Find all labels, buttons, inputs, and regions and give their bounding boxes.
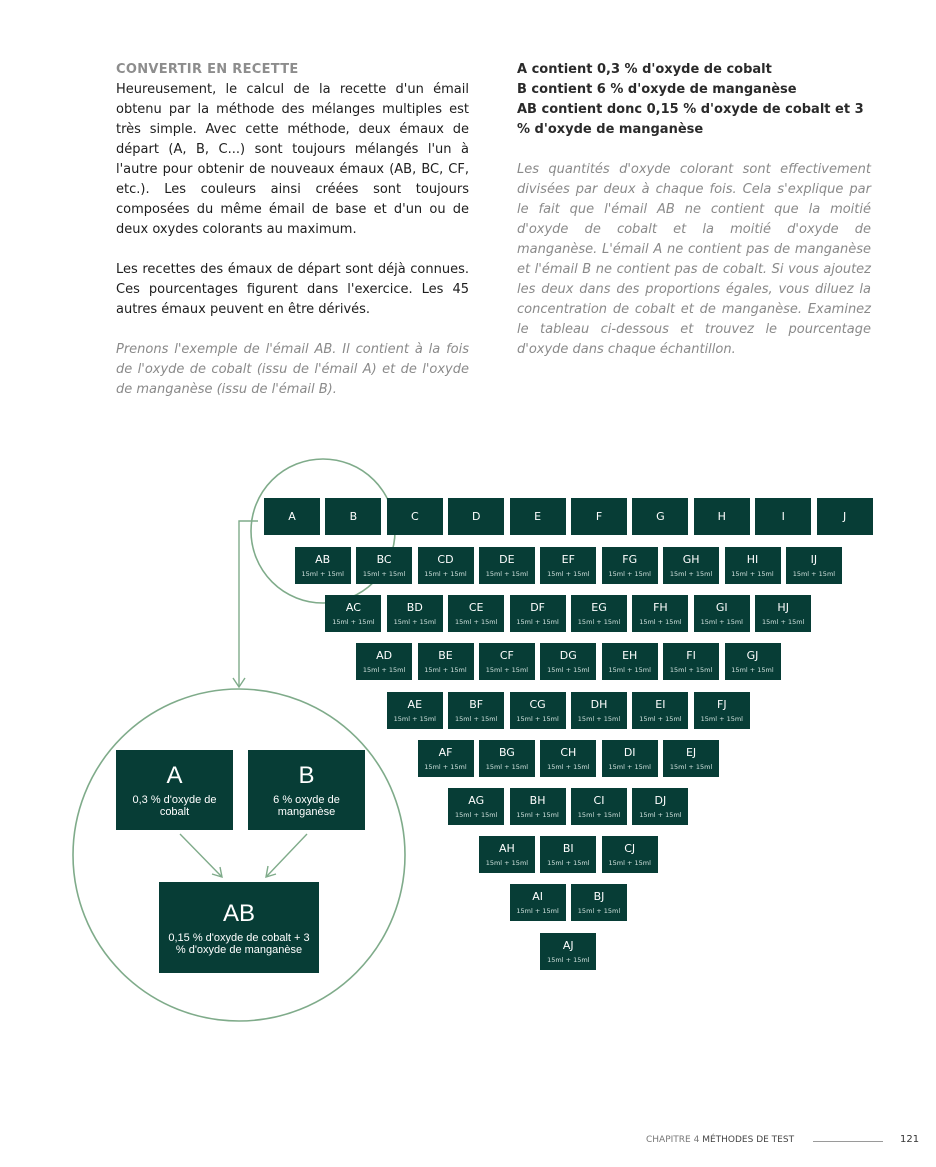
glaze-code: DJ xyxy=(654,794,667,807)
glaze-tile-bg xyxy=(479,740,535,777)
glaze-tile-b xyxy=(325,498,381,535)
glaze-tile-f xyxy=(571,498,627,535)
glaze-a-description: 0,3 % d'oxyde de cobalt xyxy=(132,794,217,818)
glaze-ab-description: 0,15 % d'oxyde de cobalt + 3 % d'oxyde de manganèse xyxy=(168,931,310,956)
mix-volume: 15ml + 15ml xyxy=(639,618,682,627)
glaze-ab-box xyxy=(159,882,319,973)
glaze-tile-cd xyxy=(418,547,474,584)
mix-volume: 15ml + 15ml xyxy=(669,570,713,578)
glaze-code: F xyxy=(595,510,603,523)
mix-volume: 15ml + 15ml xyxy=(485,762,529,771)
mix-volume: 15ml + 15ml xyxy=(761,618,805,627)
glaze-tile-fg xyxy=(602,547,658,584)
glaze-tile-eg xyxy=(571,595,627,632)
glaze-ab-letter: AB xyxy=(222,899,255,927)
glaze-code: EI xyxy=(655,697,666,711)
glaze-code: FI xyxy=(686,649,696,663)
mix-volume: 15ml + 15ml xyxy=(485,859,529,868)
mix-volume: 15ml + 15ml xyxy=(516,907,559,916)
mix-volume: 15ml + 15ml xyxy=(454,714,498,723)
glaze-tile-i xyxy=(755,498,811,535)
glaze-tile-cj xyxy=(602,836,658,873)
glaze-tile-ai xyxy=(510,884,566,921)
glaze-code: D xyxy=(471,510,481,523)
mix-volume: 15ml + 15ml xyxy=(332,618,375,627)
glaze-tile-cg xyxy=(510,692,566,729)
glaze-tile-e xyxy=(510,498,566,535)
mix-volume: 15ml + 15ml xyxy=(547,762,590,771)
glaze-code: DI xyxy=(623,745,636,759)
footer-chapter xyxy=(646,1135,794,1145)
glaze-tile-gi xyxy=(694,595,750,632)
intro-paragraph: Heureusement, le calcul de la recette d'un émail obtenu par la méthode des mélanges multiples est très simple. Avec cette méthode, deux émaux de départ (A, B, C...) sont toujours mélangés l'un à l'autre pour obtenir de nouveaux émaux (AB, BC, CF, etc.). Les couleurs ainsi créées sont toujours composées du même émail de base et d'un ou de deux oxydes colorants au maximum. xyxy=(116,82,469,237)
glaze-tile-ef xyxy=(540,547,596,584)
glaze-tile-a xyxy=(264,498,320,535)
mix-volume: 15ml + 15ml xyxy=(669,762,713,771)
mix-volume: 15ml + 15ml xyxy=(608,859,651,868)
glaze-code: EH xyxy=(622,649,638,663)
mix-volume: 15ml + 15ml xyxy=(516,714,559,723)
glaze-tile-ab xyxy=(295,547,351,584)
glaze-tile-fj xyxy=(694,692,750,729)
glaze-tile-cf xyxy=(479,643,535,680)
glaze-tile-c xyxy=(387,498,443,535)
glaze-code: EJ xyxy=(685,745,697,759)
glaze-code: AI xyxy=(532,890,543,904)
mix-volume: 15ml + 15ml xyxy=(639,811,682,819)
glaze-tile-af xyxy=(418,740,474,777)
glaze-tile-ah xyxy=(479,836,535,873)
glaze-code: CG xyxy=(529,697,546,711)
glaze-code: G xyxy=(656,510,665,523)
glaze-code: CE xyxy=(468,601,484,615)
glaze-tile-j xyxy=(817,498,873,535)
glaze-code: BF xyxy=(469,697,484,711)
mix-volume: 15ml + 15ml xyxy=(485,666,529,675)
glaze-tile-bd xyxy=(387,595,443,632)
mix-volume: 15ml + 15ml xyxy=(516,811,559,819)
glaze-code: AJ xyxy=(562,938,574,952)
mix-volume: 15ml + 15ml xyxy=(547,859,590,868)
mix-volume: 15ml + 15ml xyxy=(731,666,774,675)
glaze-code: DE xyxy=(499,553,515,566)
glaze-tile-fh xyxy=(632,595,688,632)
mix-volume: 15ml + 15ml xyxy=(547,666,590,675)
glaze-code: FJ xyxy=(717,697,727,711)
glaze-code: BC xyxy=(376,553,392,566)
arrow-b-to-ab xyxy=(267,834,307,876)
glaze-code: AD xyxy=(376,649,393,663)
glaze-tile-ej xyxy=(663,740,719,777)
glaze-code: EF xyxy=(561,553,575,566)
glaze-code: FG xyxy=(622,553,638,566)
example-paragraph: Prenons l'exemple de l'émail AB. Il contient à la fois de l'oxyde de cobalt (issu de l'émail A) et de l'oxyde de manganèse (issu de l'émail B). xyxy=(116,342,469,397)
chapter-title: MÉTHODES DE TEST xyxy=(702,1135,795,1145)
mix-volume: 15ml + 15ml xyxy=(485,570,529,578)
glaze-code: DH xyxy=(590,697,608,711)
glaze-code: HI xyxy=(746,553,759,566)
footer-rule xyxy=(813,1141,883,1142)
glaze-tile-dh xyxy=(571,692,627,729)
glaze-code: DG xyxy=(559,649,577,663)
glaze-tile-be xyxy=(418,643,474,680)
glaze-code: BH xyxy=(529,794,546,807)
glaze-code: B xyxy=(349,510,358,523)
glaze-code: C xyxy=(410,510,419,523)
glaze-code: CJ xyxy=(624,842,636,856)
explanation-paragraph: Les quantités d'oxyde colorant sont effectivement divisées par deux à chaque fois. Cela s'explique par le fait que l'émail AB ne contient que la moitié d'oxyde de cobalt et la moitié d'oxyde de manganèse. L'émail A ne contient pas de manganèse et l'émail B ne contient pas de cobalt. Si vous ajoutez les deux dans des proportions égales, vous diluez la concentration de cobalt et de manganèse. Examinez le tableau ci-dessous et trouvez le pourcentage d'oxyde dans chaque échantillon. xyxy=(517,162,871,357)
mix-volume: 15ml + 15ml xyxy=(547,955,590,964)
glaze-tile-di xyxy=(602,740,658,777)
glaze-code: AG xyxy=(468,794,485,807)
glaze-tile-bh xyxy=(510,788,566,825)
chapter-label: CHAPITRE 4 xyxy=(646,1135,700,1145)
glaze-code: AE xyxy=(407,697,423,711)
glaze-tile-df xyxy=(510,595,566,632)
glaze-code: A xyxy=(288,510,296,523)
glaze-code: E xyxy=(534,510,542,523)
recipes-paragraph: Les recettes des émaux de départ sont déjà connues. Ces pourcentages figurent dans l'exercice. Les 45 autres émaux peuvent en être dérivés. xyxy=(116,262,469,317)
glaze-a-box xyxy=(116,750,233,830)
glaze-tile-gh xyxy=(663,547,719,584)
glaze-code: H xyxy=(717,510,726,523)
glaze-code: BD xyxy=(406,601,423,615)
glaze-code: CD xyxy=(437,553,454,566)
glaze-tile-g xyxy=(632,498,688,535)
glaze-tile-ch xyxy=(540,740,596,777)
glaze-tile-ei xyxy=(632,692,688,729)
page-number: 121 xyxy=(900,1134,920,1145)
glaze-b-box xyxy=(248,750,365,830)
glaze-tile-ag xyxy=(448,788,504,825)
glaze-code: CH xyxy=(560,745,577,759)
glaze-tile-fi xyxy=(663,643,719,680)
mix-volume: 15ml + 15ml xyxy=(608,762,651,771)
glaze-tile-bi xyxy=(540,836,596,873)
mix-volume: 15ml + 15ml xyxy=(424,570,467,578)
glaze-a-letter: A xyxy=(166,762,183,789)
glaze-b-letter: B xyxy=(298,762,315,789)
glaze-code: AC xyxy=(345,601,361,615)
mix-volume: 15ml + 15ml xyxy=(669,666,713,675)
mix-volume: 15ml + 15ml xyxy=(577,907,621,916)
glaze-tile-eh xyxy=(602,643,658,680)
mix-volume: 15ml + 15ml xyxy=(577,714,621,723)
glaze-code: AF xyxy=(438,745,453,759)
mix-volume: 15ml + 15ml xyxy=(792,570,836,578)
glaze-code: AH xyxy=(498,842,515,856)
mix-volume: 15ml + 15ml xyxy=(700,714,743,723)
glaze-tile-hj xyxy=(755,595,811,632)
mix-volume: 15ml + 15ml xyxy=(639,714,682,723)
mix-volume: 15ml + 15ml xyxy=(577,618,621,627)
glaze-code: BJ xyxy=(593,890,605,904)
mix-volume: 15ml + 15ml xyxy=(393,714,436,723)
glaze-code: GH xyxy=(682,553,700,566)
glaze-tile-aj xyxy=(540,933,596,970)
glaze-code: BE xyxy=(438,649,453,663)
glaze-tile-bc xyxy=(356,547,412,584)
fact-a: A contient 0,3 % d'oxyde de cobalt xyxy=(517,62,772,77)
fact-b: B contient 6 % d'oxyde de manganèse xyxy=(517,82,797,97)
mix-volume: 15ml + 15ml xyxy=(454,618,498,627)
mix-volume: 15ml + 15ml xyxy=(301,570,344,578)
mix-volume: 15ml + 15ml xyxy=(393,618,436,627)
glaze-code: BI xyxy=(562,842,574,856)
glaze-code: BG xyxy=(498,745,515,759)
glaze-code: EG xyxy=(591,601,607,615)
connector-line xyxy=(239,521,258,686)
glaze-tile-ci xyxy=(571,788,627,825)
glaze-tile-de xyxy=(479,547,535,584)
mix-volume: 15ml + 15ml xyxy=(424,666,467,675)
fact-ab: AB contient donc 0,15 % d'oxyde de cobalt et 3 % d'oxyde de manganèse xyxy=(517,102,864,137)
glaze-code: CI xyxy=(593,794,605,807)
section-title: CONVERTIR EN RECETTE xyxy=(116,62,299,77)
mix-volume: 15ml + 15ml xyxy=(700,618,743,627)
glaze-tile-ae xyxy=(387,692,443,729)
mix-volume: 15ml + 15ml xyxy=(454,811,498,819)
mix-volume: 15ml + 15ml xyxy=(424,762,467,771)
glaze-tile-gj xyxy=(725,643,781,680)
glaze-tile-ce xyxy=(448,595,504,632)
glaze-code: I xyxy=(781,510,785,523)
glaze-tile-ij xyxy=(786,547,842,584)
mix-volume: 15ml + 15ml xyxy=(577,811,621,819)
glaze-code: HJ xyxy=(777,601,789,615)
glaze-b-description: 6 % oxyde de manganèse xyxy=(273,794,340,818)
glaze-tile-bj xyxy=(571,884,627,921)
glaze-tile-ac xyxy=(325,595,381,632)
mix-volume: 15ml + 15ml xyxy=(362,570,406,578)
glaze-tile-d xyxy=(448,498,504,535)
glaze-tile-bf xyxy=(448,692,504,729)
glaze-code: DF xyxy=(530,601,545,615)
glaze-tile-hi xyxy=(725,547,781,584)
glaze-tile-dj xyxy=(632,788,688,825)
glaze-tile-ad xyxy=(356,643,412,680)
mix-volume: 15ml + 15ml xyxy=(362,666,406,675)
glaze-tile-dg xyxy=(540,643,596,680)
glaze-code: IJ xyxy=(810,553,818,566)
mix-volume: 15ml + 15ml xyxy=(608,570,651,578)
glaze-code: AB xyxy=(315,553,331,566)
glaze-code: J xyxy=(842,510,847,523)
glaze-code: FH xyxy=(653,601,668,615)
mix-volume: 15ml + 15ml xyxy=(608,666,651,675)
mix-volume: 15ml + 15ml xyxy=(547,570,590,578)
glaze-code: GJ xyxy=(746,649,759,663)
mix-volume: 15ml + 15ml xyxy=(731,570,774,578)
arrow-a-to-ab xyxy=(180,834,221,876)
glaze-code: GI xyxy=(715,601,728,615)
glaze-tile-h xyxy=(694,498,750,535)
glaze-code: CF xyxy=(499,649,514,663)
mix-volume: 15ml + 15ml xyxy=(516,618,559,627)
